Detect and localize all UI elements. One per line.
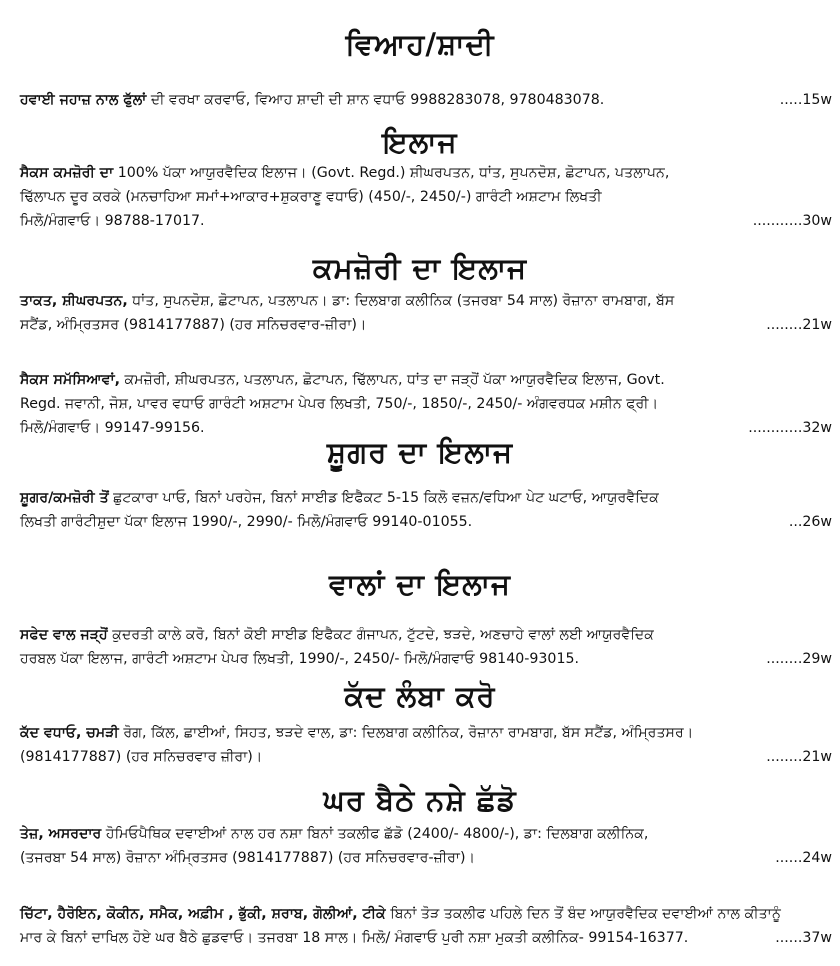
section-heading-wedding: ਵਿਆਹ/ਸ਼ਾਦੀ xyxy=(345,27,495,61)
ad-code: ........21w xyxy=(766,749,832,765)
ad-code: .....15w xyxy=(779,92,832,108)
section-heading-sugar: ਸ਼ੂਗਰ ਦਾ ਇਲਾਜ xyxy=(326,435,514,469)
classified-ad xyxy=(20,486,832,534)
ad-lead: ਸ਼ੂਗਰ/ਕਮਜ਼ੋਰੀ ਤੋਂ xyxy=(20,490,109,506)
ad-text: ਹੋਮਿਓਪੈਥਿਕ ਦਵਾਈਆਂ ਨਾਲ ਹਰ ਨਸ਼ਾ ਬਿਨਾਂ ਤਕਲੀਫ ਛੱਡੋ (2400/- 4800/-), ਡਾ: ਦਿਲਬਾਗ ਕਲੀਨਿਕ, xyxy=(101,826,649,842)
ad-text: ਰੋਗ, ਕਿੱਲ, ਛਾਈਆਂ, ਸਿਹਤ, ਝੜਦੇ ਵਾਲ, ਡਾ: ਦਿਲਬਾਗ ਕਲੀਨਿਕ, ਰੋਜ਼ਾਨਾ ਰਾਮਬਾਗ, ਬੱਸ ਸਟੈਂਡ, ਅੰਮ੍ਰਿਤਸਰ। xyxy=(118,725,694,741)
ad-text: Regd. ਜਵਾਨੀ, ਜੋਸ਼, ਪਾਵਰ ਵਧਾਓ ਗਾਰੰਟੀ ਅਸ਼ਟਾਮ ਪੇਪਰ ਲਿਖਤੀ, 750/-, 1850/-, 2450/- ਅੰਗਵਰਧਕ ਮਸ਼ੀਨ ਫ੍ਰੀ। xyxy=(20,396,659,412)
classified-ad xyxy=(20,822,832,870)
ad-text: ਮਾਰ ਕੇ ਬਿਨਾਂ ਦਾਖਿਲ ਹੋਏ ਘਰ ਬੈਠੇ ਛੁਡਵਾਓ। ਤਜਰਬਾ 18 ਸਾਲ। ਮਿਲੋ/ ਮੰਗਵਾਓ ਪੁਰੀ ਨਸ਼ਾ ਮੁਕਤੀ ਕਲੀਨਿਕ- 99154-16377. xyxy=(20,930,689,946)
section-heading-weakness: ਕਮਜ਼ੋਰੀ ਦਾ ਇਲਾਜ xyxy=(312,251,528,285)
classified-ad xyxy=(20,289,832,337)
classified-ad xyxy=(20,623,832,671)
classified-ad xyxy=(20,88,832,112)
ad-lead: ਸੈਕਸ ਸਮੱਸਿਆਵਾਂ, xyxy=(20,372,121,388)
classified-ad xyxy=(20,161,832,233)
section-heading-treatment: ਇਲਾਜ xyxy=(382,125,458,159)
ad-lead: ਸਫੇਦ ਵਾਲ ਜੜ੍ਹੋਂ xyxy=(20,627,108,643)
ad-text: ਬਿਨਾਂ ਤੋੜ ਤਕਲੀਫ ਪਹਿਲੇ ਦਿਨ ਤੋਂ ਬੰਦ ਆਯੁਰਵੈਦਿਕ ਦਵਾਈਆਂ ਨਾਲ ਕੀਤਾਨੂੰ xyxy=(385,906,781,922)
section-heading-addiction: ਘਰ ਬੈਠੇ ਨਸ਼ੇ ਛੱਡੋ xyxy=(323,783,517,817)
ad-text: (ਤਜਰਬਾ 54 ਸਾਲ) ਰੋਜ਼ਾਨਾ ਅੰਮ੍ਰਿਤਸਰ (9814177887) (ਹਰ ਸਨਿਚਰਵਾਰ-ਜ਼ੀਰਾ)। xyxy=(20,850,476,866)
ad-text: ਧਾਂਤ, ਸੁਪਨਦੋਸ਼, ਛੋਟਾਪਨ, ਪਤਲਾਪਨ। ਡਾ: ਦਿਲਬਾਗ ਕਲੀਨਿਕ (ਤਜਰਬਾ 54 ਸਾਲ) ਰੋਜ਼ਾਨਾ ਰਾਮਬਾਗ, ਬੱਸ xyxy=(127,293,675,309)
ad-text: ਸਟੈਂਡ, ਅੰਮ੍ਰਿਤਸਰ (9814177887) (ਹਰ ਸਨਿਚਰਵਾਰ-ਜ਼ੀਰਾ)। xyxy=(20,317,367,333)
ad-text: ਕੁਦਰਤੀ ਕਾਲੇ ਕਰੋ, ਬਿਨਾਂ ਕੋਈ ਸਾਈਡ ਇਫੈਕਟ ਗੰਜਾਪਨ, ਟੁੱਟਦੇ, ਝੜਦੇ, ਅਣਚਾਹੇ ਵਾਲਾਂ ਲਈ ਆਯੁਰਵੈਦਿਕ xyxy=(107,627,654,643)
ad-code: ...........30w xyxy=(752,213,832,229)
ad-code: ........21w xyxy=(766,317,832,333)
ad-text: ਕਮਜ਼ੋਰੀ, ਸ਼ੀਘਰਪਤਨ, ਪਤਲਾਪਨ, ਛੋਟਾਪਨ, ਢਿੱਲਾਪਨ, ਧਾਂਤ ਦਾ ਜੜ੍ਹੋਂ ਪੱਕਾ ਆਯੁਰਵੈਦਿਕ ਇਲਾਜ, Govt. xyxy=(120,372,665,388)
ad-lead: ਚਿੱਟਾ, ਹੈਰੋਇਨ, ਕੋਕੀਨ, ਸਮੈਕ, ਅਫ਼ੀਮ , ਭੁੱਕੀ, ਸ਼ਰਾਬ, ਗੋਲੀਆਂ, ਟੀਕੇ xyxy=(20,906,386,922)
ad-code: ...26w xyxy=(788,514,832,530)
ad-code: ......37w xyxy=(775,930,832,946)
ad-code: ............32w xyxy=(748,420,832,436)
ad-text: ਦੀ ਵਰਖਾ ਕਰਵਾਓ, ਵਿਆਹ ਸ਼ਾਦੀ ਦੀ ਸ਼ਾਨ ਵਧਾਓ 9988283078, 9780483078. xyxy=(146,92,605,108)
ad-code: ........29w xyxy=(766,651,832,667)
ad-text: ਹਰਬਲ ਪੱਕਾ ਇਲਾਜ, ਗਾਰੰਟੀ ਅਸ਼ਟਾਮ ਪੇਪਰ ਲਿਖਤੀ, 1990/-, 2450/- ਮਿਲੋ/ਮੰਗਵਾਓ 98140-93015. xyxy=(20,651,580,667)
ad-text: (9814177887) (ਹਰ ਸਨਿਚਰਵਾਰ ਜ਼ੀਰਾ)। xyxy=(20,749,263,765)
ad-lead: ਸੈਕਸ ਕਮਜ਼ੋਰੀ ਦਾ xyxy=(20,165,114,181)
section-heading-height: ਕੱਦ ਲੰਬਾ ਕਰੋ xyxy=(344,679,496,713)
ad-text: ਮਿਲੋ/ਮੰਗਵਾਓ। 98788-17017. xyxy=(20,213,205,229)
ad-lead: ਹਵਾਈ ਜਹਾਜ਼ ਨਾਲ ਫੁੱਲਾਂ xyxy=(20,92,147,108)
ad-lead: ਕੱਦ ਵਧਾਓ, ਚਮੜੀ xyxy=(20,725,119,741)
ad-text: ਲਿਖਤੀ ਗਾਰੰਟੀਸ਼ੁਦਾ ਪੱਕਾ ਇਲਾਜ 1990/-, 2990/- ਮਿਲੋ/ਮੰਗਵਾਓ 99140-01055. xyxy=(20,514,473,530)
ad-text: ਛੁਟਕਾਰਾ ਪਾਓ, ਬਿਨਾਂ ਪਰਹੇਜ, ਬਿਨਾਂ ਸਾਈਡ ਇਫੈਕਟ 5-15 ਕਿਲੋ ਵਜ਼ਨ/ਵਧਿਆ ਪੇਟ ਘਟਾਓ, ਆਯੁਰਵੈਦਿਕ xyxy=(108,490,659,506)
classified-ad xyxy=(20,902,832,950)
section-heading-hair: ਵਾਲਾਂ ਦਾ ਇਲਾਜ xyxy=(329,567,511,601)
ad-code: ......24w xyxy=(775,850,832,866)
classified-ad xyxy=(20,721,832,769)
ad-text: ਮਿਲੋ/ਮੰਗਵਾਓ। 99147-99156. xyxy=(20,420,205,436)
classified-ad xyxy=(20,368,832,440)
ad-lead: ਤਾਕਤ, ਸ਼ੀਘਰਪਤਨ, xyxy=(20,293,128,309)
ad-text: 100% ਪੱਕਾ ਆਯੁਰਵੈਦਿਕ ਇਲਾਜ। (Govt. Regd.) ਸ਼ੀਘਰਪਤਨ, ਧਾਂਤ, ਸੁਪਨਦੋਸ਼, ਛੋਟਾਪਨ, ਪਤਲਾਪਨ, xyxy=(113,165,670,181)
ad-lead: ਤੇਜ਼, ਅਸਰਦਾਰ xyxy=(20,826,102,842)
ad-text: ਢਿੱਲਾਪਨ ਦੂਰ ਕਰਕੇ (ਮਨਚਾਹਿਆ ਸਮਾਂ+ਆਕਾਰ+ਸ਼ੁਕਰਾਣੂ ਵਧਾਓ) (450/-, 2450/-) ਗਾਰੰਟੀ ਅਸ਼ਟਾਮ ਲਿਖਤੀ xyxy=(20,189,602,205)
